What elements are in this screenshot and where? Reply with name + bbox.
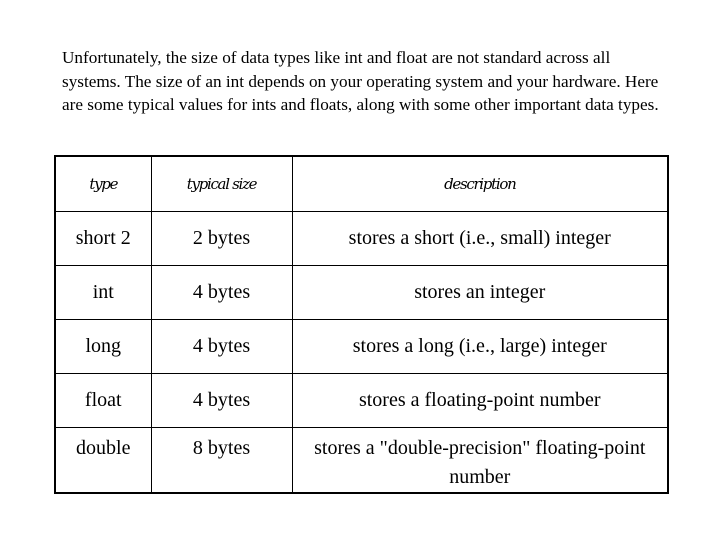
cell-description: stores an integer (292, 265, 668, 319)
cell-type: short 2 (55, 211, 151, 265)
header-type: type (55, 156, 151, 211)
intro-paragraph: Unfortunately, the size of data types like int and float are not standard across all systems. The size of an int depends on your operating system and your hardware. Here are some typical values for ints and floats, along with some other important data types. (62, 48, 659, 114)
cell-type: double (55, 427, 151, 493)
cell-size: 4 bytes (151, 319, 292, 373)
cell-description: stores a short (i.e., small) integer (292, 211, 668, 265)
cell-size: 4 bytes (151, 265, 292, 319)
cell-size: 4 bytes (151, 373, 292, 427)
cell-description: stores a "double-precision" floating-point number (292, 427, 668, 493)
cell-type: float (55, 373, 151, 427)
cell-description: stores a floating-point number (292, 373, 668, 427)
header-typical-size: typical size (151, 156, 292, 211)
table-row (55, 265, 668, 319)
header-description: description (292, 156, 668, 211)
table-row (55, 319, 668, 373)
table-row (55, 427, 668, 493)
data-types-table (54, 155, 669, 494)
cell-size: 2 bytes (151, 211, 292, 265)
table-row (55, 373, 668, 427)
table-row (55, 211, 668, 265)
cell-type: long (55, 319, 151, 373)
table-header-row (55, 156, 668, 211)
cell-description: stores a long (i.e., large) integer (292, 319, 668, 373)
cell-type: int (55, 265, 151, 319)
cell-size: 8 bytes (151, 427, 292, 493)
